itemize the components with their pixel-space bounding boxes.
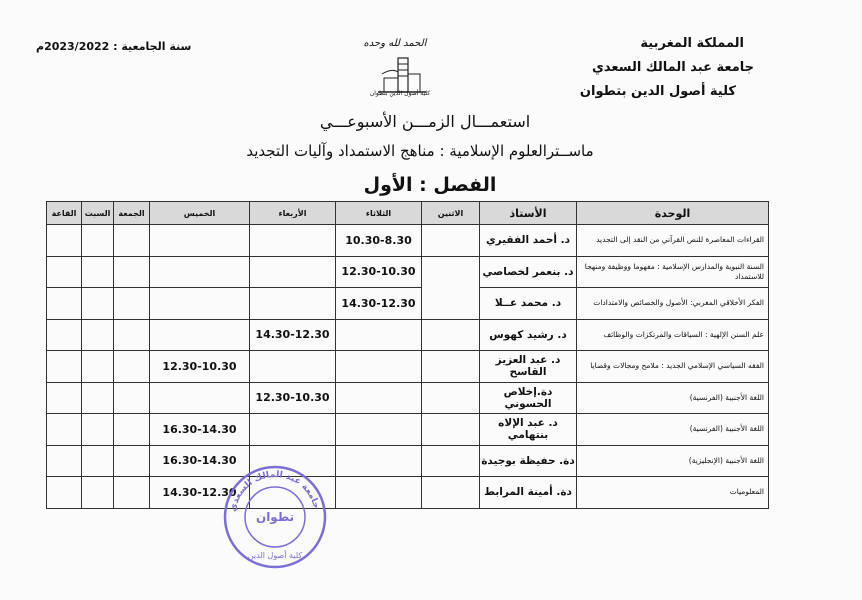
- cell-tuesday: [336, 351, 422, 383]
- cell-module: القراءات المعاصرة للنص القرآني من النقد إلى التجديد: [577, 225, 769, 257]
- table-row: [47, 319, 769, 351]
- header-tuesday: الثلاثاء: [336, 202, 422, 225]
- cell-wednesday: [250, 288, 336, 320]
- table-row: [47, 225, 769, 257]
- semester-title: الفصل : الأول: [363, 174, 497, 196]
- cell-module: الفقه السياسي الإسلامي الجديد : ملامح ومجالات وقضايا: [577, 351, 769, 383]
- cell-professor: د. عبد العزيز القاسح: [480, 351, 577, 383]
- schedule-title: استعمـــال الزمـــن الأسبوعـــي: [319, 112, 531, 131]
- cell-wednesday: 12.30-10.30: [250, 382, 336, 414]
- header-wednesday: الأربعاء: [250, 202, 336, 225]
- cell-module: السنة النبوية والمدارس الإسلامية : مفهوما ووظيفة ومنهجا للاستمداد: [577, 256, 769, 288]
- cell-tuesday: [336, 382, 422, 414]
- cell-wednesday: [250, 225, 336, 257]
- cell-thursday: 12.30-10.30: [150, 351, 250, 383]
- cell-tuesday: [336, 445, 422, 477]
- table-row: [47, 414, 769, 446]
- header-professor: الأستاذ: [480, 202, 577, 225]
- cell-tuesday: [336, 477, 422, 509]
- table-row: [47, 477, 769, 509]
- university-stamp-icon: [220, 462, 330, 572]
- cell-thursday: [150, 288, 250, 320]
- cell-wednesday: [250, 256, 336, 288]
- header-friday: الجمعة: [114, 202, 150, 225]
- institution-header: [579, 32, 754, 104]
- header-line-faculty: كلية أصول الدين بتطوان: [579, 84, 736, 99]
- header-module: الوحدة: [577, 202, 769, 225]
- logo-caption: كلية أصول الدين بتطوان: [369, 90, 431, 97]
- cell-wednesday: [250, 351, 336, 383]
- cell-module: اللغة الأجنبية (الفرنسية): [577, 414, 769, 446]
- header-line-university: جامعة عبد المالك السعدي: [591, 60, 754, 75]
- cell-wednesday: 14.30-12.30: [250, 319, 336, 351]
- cell-tuesday: 14.30-12.30: [336, 288, 422, 320]
- cell-tuesday: [336, 414, 422, 446]
- cell-wednesday: [250, 414, 336, 446]
- cell-professor: د. أحمد الفقيري: [480, 225, 577, 257]
- cell-professor: دة.إخلاص الحسوني: [480, 382, 577, 414]
- cell-professor: دة. أمينة المرابط: [480, 477, 577, 509]
- cell-thursday: [150, 319, 250, 351]
- cell-professor: د. بنعمر لخصاصي: [480, 256, 577, 288]
- cell-module: المعلوميات: [577, 477, 769, 509]
- cell-tuesday: 12.30-10.30: [336, 256, 422, 288]
- header-monday: الاثنين: [422, 202, 480, 225]
- cell-thursday: [150, 225, 250, 257]
- svg-text:جامعة عبد المالك السعدي: [228, 470, 321, 513]
- header-saturday: السبت: [82, 202, 114, 225]
- stamp-lower-text: كلية أصول الدين: [247, 551, 303, 560]
- cell-thursday: 14.30-12.30: [150, 477, 250, 509]
- cell-thursday: 16.30-14.30: [150, 414, 250, 446]
- cell-thursday: [150, 256, 250, 288]
- table-row: [47, 288, 769, 320]
- cell-thursday: [150, 382, 250, 414]
- header-hall: القاعة: [47, 202, 82, 225]
- cell-tuesday: 10.30-8.30: [336, 225, 422, 257]
- cell-thursday: 16.30-14.30: [150, 445, 250, 477]
- table-row: [47, 256, 769, 288]
- program-title: ماســترالعلوم الإسلامية : مناهج الاستمداد وآليات التجديد: [246, 142, 594, 160]
- header-thursday: الخميس: [150, 202, 250, 225]
- academic-year: سنة الجامعية : 2023/2022م: [36, 40, 192, 53]
- stamp-center-text: تطوان: [255, 510, 295, 524]
- schedule-table: [46, 201, 769, 509]
- table-row: [47, 382, 769, 414]
- cell-module: اللغة الأجنبية (الفرنسية): [577, 382, 769, 414]
- cell-module: الفكر الأخلاقي المغربي: الأصول والخصائص والامتدادات: [577, 288, 769, 320]
- cell-professor: دة. حفيظة بوجيدة: [480, 445, 577, 477]
- cell-tuesday: [336, 319, 422, 351]
- cell-professor: د. رشيد كهوس: [480, 319, 577, 351]
- basmala-text: الحمد لله وحده: [363, 38, 427, 49]
- table-header-row: [47, 202, 769, 225]
- table-row: [47, 351, 769, 383]
- table-row: [47, 445, 769, 477]
- cell-module: اللغة الأجنبية (الإنجليزية): [577, 445, 769, 477]
- header-line-kingdom: المملكة المغربية: [640, 36, 744, 51]
- cell-module: علم السنن الإلهية : السياقات والمرتكزات والوظائف: [577, 319, 769, 351]
- stamp-ring-text: جامعة عبد المالك السعدي: [228, 469, 322, 513]
- cell-professor: د. عبد الإلاه بنتهامي: [480, 414, 577, 446]
- cell-professor: د. محمد عــلا: [480, 288, 577, 320]
